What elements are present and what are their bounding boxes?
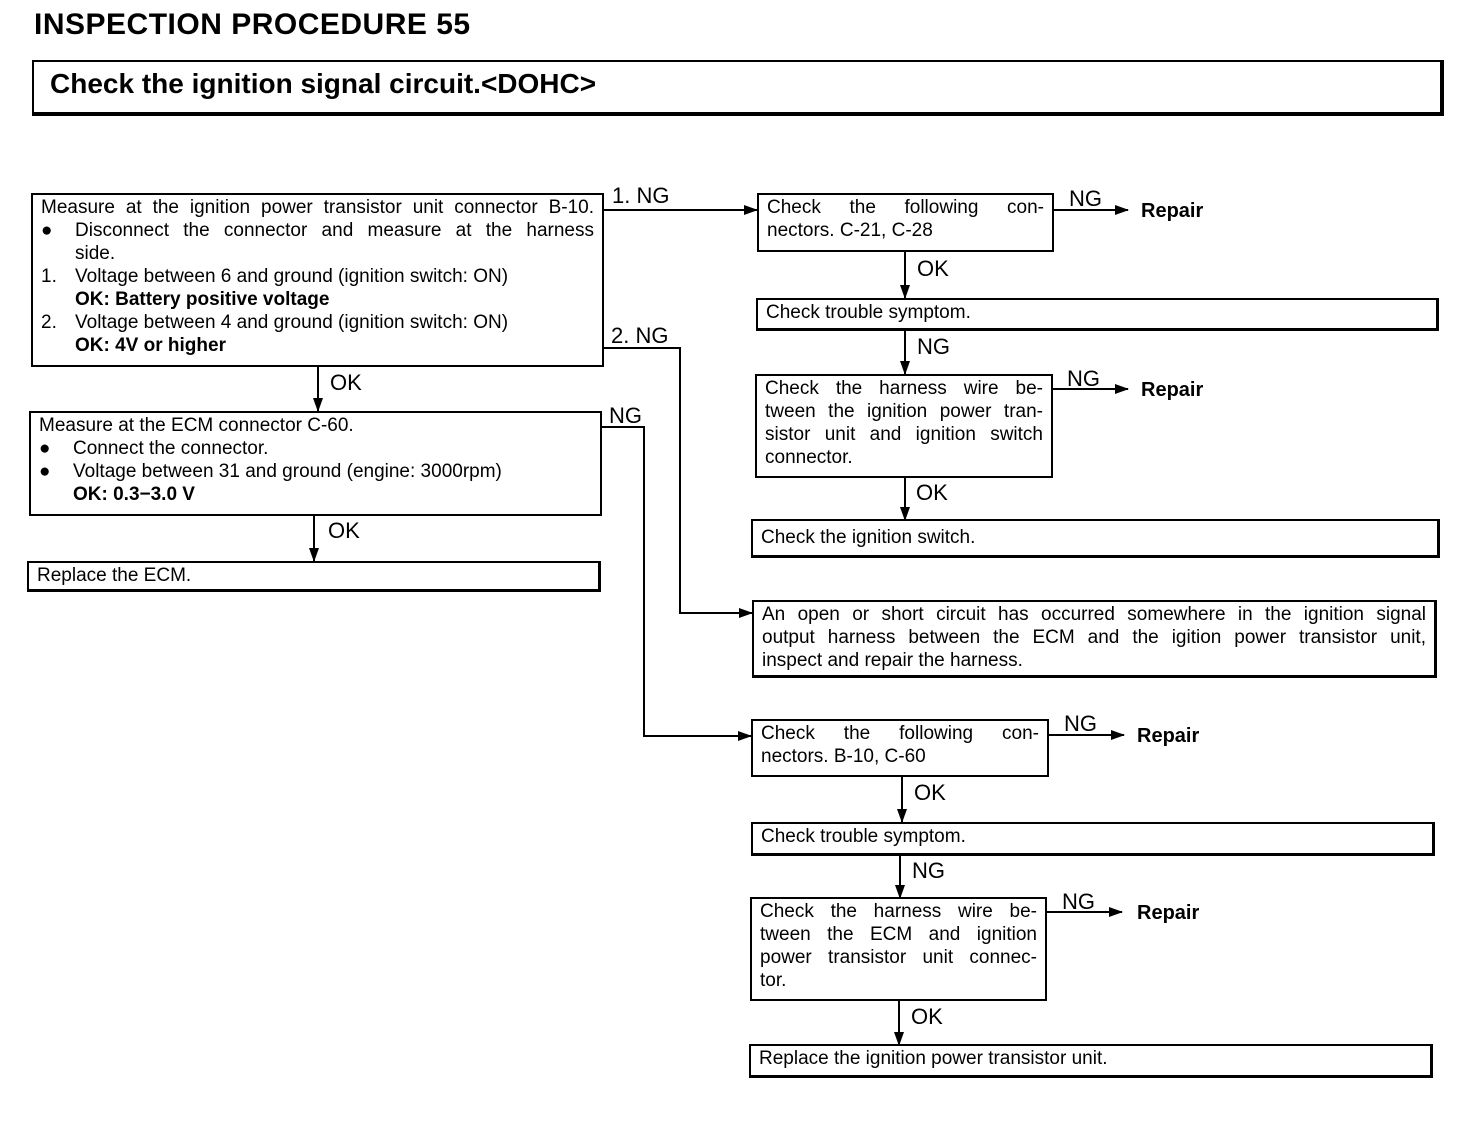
repair-label: Repair — [1141, 379, 1204, 401]
replace-transistor-text: Replace the ignition power transistor unit. — [759, 1048, 1108, 1069]
label-ok: OK — [328, 518, 360, 543]
label-1-ng: 1. NG — [612, 183, 670, 208]
check-trouble-symptom-text: Check trouble symptom. — [766, 302, 971, 323]
check-connectors-b10-box — [751, 719, 1049, 777]
arrow-ecm-ng — [601, 427, 751, 736]
label-ng: NG — [1062, 889, 1095, 914]
label-2-ng: 2. NG — [611, 323, 669, 348]
open-short-line: inspect and repair the harness. — [762, 650, 1023, 671]
measure-b10-ok-value: OK: 4V or higher — [75, 335, 226, 356]
bullet-icon: ● — [39, 438, 51, 459]
check-trouble-symptom-text: Check trouble symptom. — [761, 826, 966, 847]
label-ng: NG — [1067, 366, 1100, 391]
measure-b10-step: Voltage between 4 and ground (ignition switch: ON) — [75, 312, 509, 333]
measure-b10-step: Voltage between 6 and ground (ignition switch: ON) — [75, 266, 509, 287]
check-harness-line: tween the ECM and ignition — [760, 924, 1037, 945]
replace-ecm-text: Replace the ECM. — [37, 565, 192, 586]
open-short-line: output harness between the ECM and the igition power transistor unit, — [762, 627, 1426, 648]
check-connectors-c21-box — [757, 193, 1054, 252]
label-ng: NG — [912, 858, 945, 883]
measure-b10-heading: Measure at the ignition power transistor unit connector B-10. — [41, 197, 594, 218]
check-harness-line: connector. — [765, 447, 853, 468]
label-ok: OK — [917, 256, 949, 281]
replace-transistor-box — [749, 1044, 1433, 1078]
replace-ecm-box — [27, 561, 601, 592]
check-harness-ignition-box — [755, 374, 1053, 478]
step-number: 2. — [41, 312, 57, 333]
check-harness-line: Check the harness wire be- — [760, 901, 1037, 922]
measure-ecm-heading: Measure at the ECM connector C-60. — [39, 415, 354, 436]
label-ok: OK — [330, 370, 362, 395]
measure-ecm-step: Voltage between 31 and ground (engine: 3000rpm) — [73, 461, 502, 482]
label-ng: NG — [917, 334, 950, 359]
check-harness-line: sistor unit and ignition switch — [765, 424, 1043, 445]
label-ng: NG — [609, 403, 642, 428]
check-harness-ecm-box — [750, 897, 1047, 1001]
procedure-title: Check the ignition signal circuit.<DOHC> — [32, 60, 1444, 116]
check-connectors-line: Check the following con- — [761, 723, 1039, 744]
measure-ecm-ok-value: OK: 0.3−3.0 V — [73, 484, 195, 505]
label-ng: NG — [1069, 186, 1102, 211]
check-trouble-symptom-2-box — [751, 822, 1435, 856]
check-harness-line: tween the ignition power tran- — [765, 401, 1043, 422]
open-short-line: An open or short circuit has occurred somewhere in the ignition signal — [762, 604, 1426, 625]
check-ignition-switch-box — [751, 519, 1440, 558]
repair-label: Repair — [1141, 200, 1204, 222]
check-harness-line: Check the harness wire be- — [765, 378, 1043, 399]
label-ok: OK — [916, 480, 948, 505]
measure-b10-step: side. — [75, 243, 116, 264]
check-connectors-line: Check the following con- — [767, 197, 1044, 218]
open-short-circuit-box — [752, 600, 1437, 678]
label-ok: OK — [914, 780, 946, 805]
measure-b10-ok-value: OK: Battery positive voltage — [75, 289, 330, 310]
bullet-icon: ● — [39, 461, 51, 482]
arrow-b10-ng2 — [603, 348, 752, 613]
measure-b10-step: Disconnect the connector and measure at the harness — [75, 220, 594, 241]
check-harness-line: tor. — [760, 970, 787, 991]
repair-label: Repair — [1137, 725, 1200, 747]
step-number: 1. — [41, 266, 57, 287]
procedure-heading: INSPECTION PROCEDURE 55 — [34, 8, 471, 41]
check-connectors-line: nectors. B-10, C-60 — [761, 746, 926, 767]
repair-label: Repair — [1137, 902, 1200, 924]
measure-b10-box — [31, 193, 604, 367]
check-connectors-line: nectors. C-21, C-28 — [767, 220, 933, 241]
measure-ecm-box — [29, 411, 602, 516]
label-ng: NG — [1064, 711, 1097, 736]
check-trouble-symptom-1-box — [756, 298, 1439, 331]
label-ok: OK — [911, 1004, 943, 1029]
bullet-icon: ● — [41, 220, 53, 241]
check-ignition-switch-text: Check the ignition switch. — [761, 527, 976, 548]
check-harness-line: power transistor unit connec- — [760, 947, 1037, 968]
measure-ecm-step: Connect the connector. — [73, 438, 269, 459]
